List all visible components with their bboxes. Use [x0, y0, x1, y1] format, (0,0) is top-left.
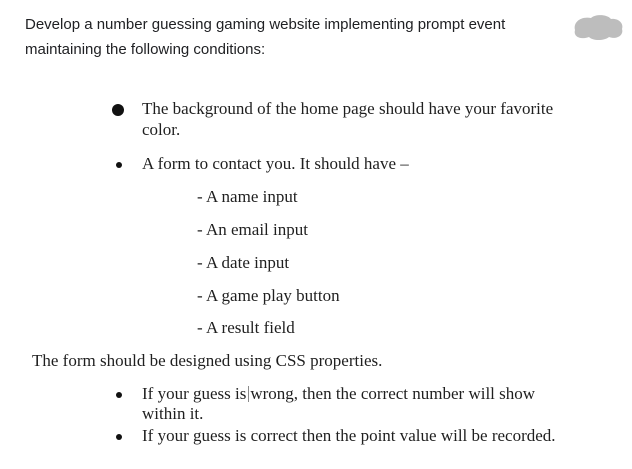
wrong-guess-rule-part-1: If your guess is: [142, 384, 247, 403]
form-item-email-input: - An email input: [197, 220, 308, 239]
form-item-game-play-button: - A game play button: [197, 286, 340, 305]
css-note: The form should be designed using CSS properties.: [32, 351, 383, 370]
wrong-guess-rule-line-2: within it.: [142, 404, 204, 423]
bullet-icon: [112, 104, 124, 116]
bullet-icon: [116, 392, 122, 398]
contact-form-heading: A form to contact you. It should have –: [142, 154, 409, 173]
correct-guess-rule: If your guess is correct then the point value will be recorded.: [142, 426, 556, 445]
prompt-text: [25, 12, 565, 62]
wrong-guess-rule-part-2: wrong, then the correct number will show: [250, 384, 536, 403]
form-item-result-field: - A result field: [197, 318, 295, 337]
bullet-icon: [116, 434, 122, 440]
background-requirement-line-1: The background of the home page should have your favorite: [142, 99, 554, 118]
prompt-line-2: maintaining the following conditions:: [25, 41, 266, 58]
form-item-name-input: - A name input: [197, 187, 298, 206]
prompt-line-1: Develop a number guessing gaming website implementing prompt event: [25, 16, 506, 33]
bullet-icon: [116, 162, 122, 168]
background-requirement-line-2: color.: [142, 120, 181, 139]
wrong-guess-rule-line-1: [142, 384, 535, 404]
form-item-date-input: - A date input: [197, 253, 290, 272]
redaction-blob-icon: [571, 12, 625, 42]
